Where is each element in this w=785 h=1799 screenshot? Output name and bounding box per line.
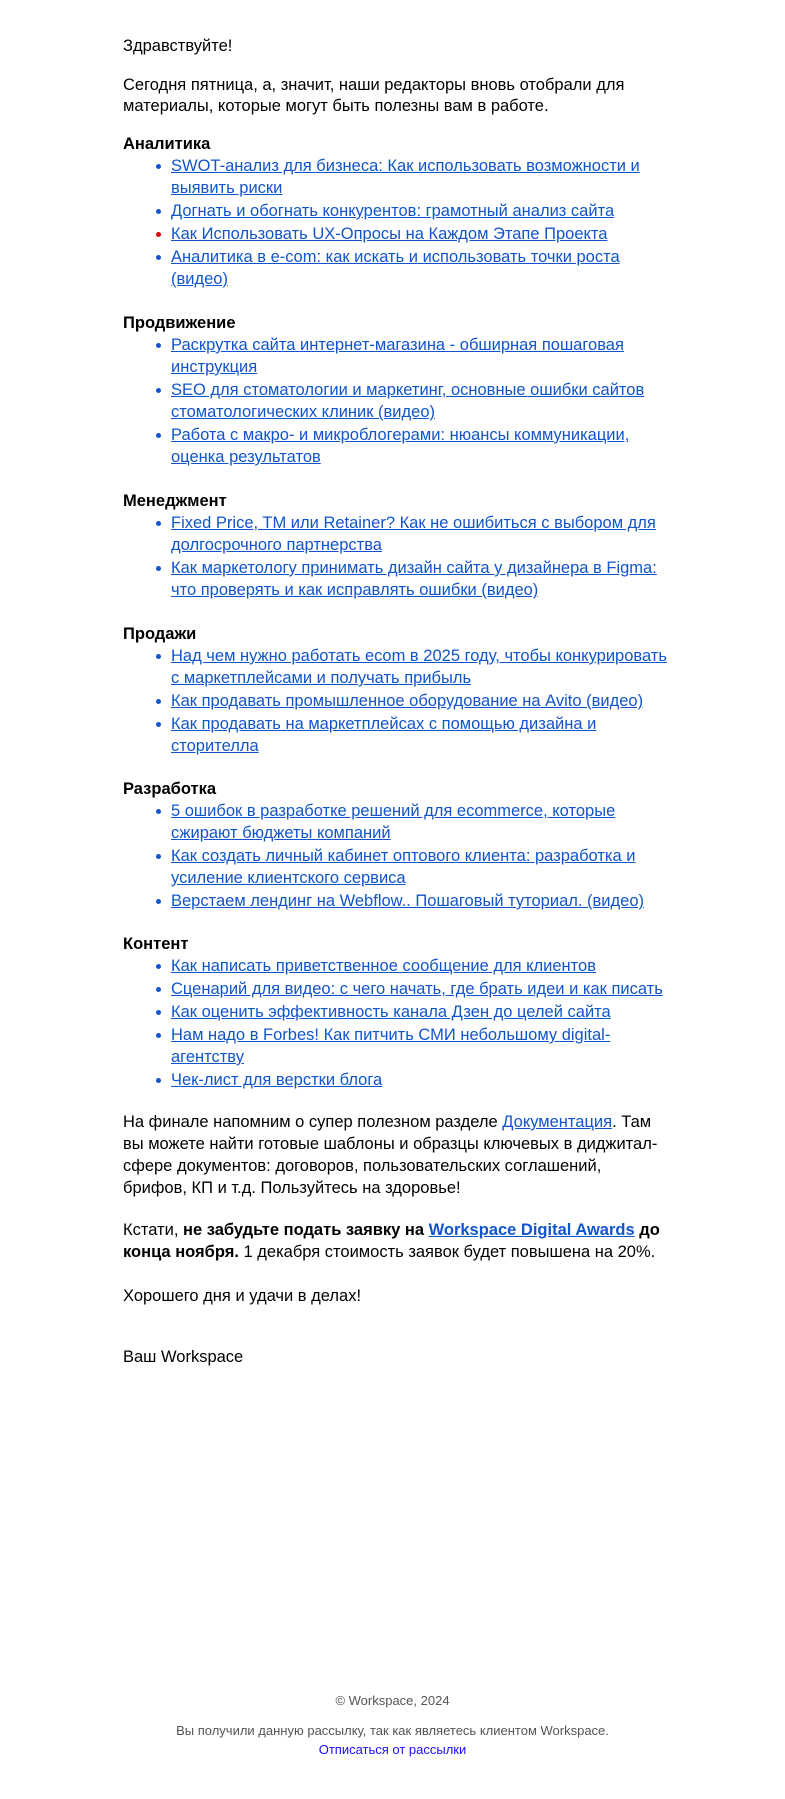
docs-paragraph: [123, 1111, 668, 1199]
awards-bold-text: не забудьте подать заявку на: [183, 1221, 429, 1239]
section-sales: [123, 623, 668, 758]
article-link[interactable]: Fixed Price, TM или Retainer? Как не ошибиться с выбором для долгосрочного партнерства: [171, 514, 656, 554]
section-management: [123, 490, 668, 602]
section-title: Менеджмент: [123, 492, 227, 510]
docs-text: . Там вы можете найти готовые шаблоны и образцы ключевых в диджитал-сфере документов: договоров, пользовательских соглашений, брифов, КП и т.д. Пользуйтесь на здоровье!: [123, 1113, 658, 1197]
section-analytics: [123, 133, 668, 291]
article-link[interactable]: Как продавать на маркетплейсах с помощью дизайна и сторителла: [171, 715, 597, 755]
article-link[interactable]: Как оценить эффективность канала Дзен до целей сайта: [171, 1003, 611, 1021]
article-link[interactable]: SWOT-анализ для бизнеса: Как использовать возможности и выявить риски: [171, 157, 640, 197]
article-link[interactable]: Как продавать промышленное оборудование на Avito (видео): [171, 692, 644, 710]
docs-text: На финале напомним о супер полезном разделе: [123, 1113, 503, 1131]
list-item: [171, 978, 668, 1000]
article-link[interactable]: Верстаем лендинг на Webflow.. Пошаговый туториал. (видео): [171, 892, 644, 910]
article-link[interactable]: Раскрутка сайта интернет-магазина - обширная пошаговая инструкция: [171, 336, 624, 376]
list-item: [171, 845, 668, 889]
section-title: Продажи: [123, 625, 197, 643]
footer-reason: Вы получили данную рассылку, так как являетесь клиентом Workspace.: [176, 1723, 609, 1738]
unsubscribe-link[interactable]: Отписаться от рассылки: [318, 1742, 467, 1757]
list-item: [171, 1024, 668, 1068]
list-item: [171, 690, 668, 712]
article-link[interactable]: Работа с макро- и микроблогерами: нюансы коммуникации, оценка результатов: [171, 426, 630, 466]
section-development: [123, 778, 668, 913]
intro-text: Сегодня пятница, а, значит, наши редакторы вновь отобрали для материалы, которые могут быть полезны вам в работе.: [123, 76, 625, 115]
article-link[interactable]: Как Использовать UX-Опросы на Каждом Этапе Проекта: [171, 225, 608, 243]
list-item: [171, 379, 668, 423]
copyright: © Workspace, 2024: [335, 1693, 450, 1708]
list-item: [171, 424, 668, 468]
section-title: Продвижение: [123, 314, 236, 332]
article-link[interactable]: Как создать личный кабинет оптового клиента: разработка и усиление клиентского сервиса: [171, 847, 636, 887]
list-item: [171, 645, 668, 689]
awards-text: 1 декабря стоимость заявок будет повышена на 20%.: [238, 1243, 656, 1261]
awards-paragraph: [123, 1219, 668, 1263]
wish-text: Хорошего дня и удачи в делах!: [123, 1287, 362, 1305]
section-title: Аналитика: [123, 135, 211, 153]
article-link[interactable]: SEO для стоматологии и маркетинг, основные ошибки сайтов стоматологических клиник (видео): [171, 381, 645, 421]
article-link[interactable]: Как написать приветственное сообщение для клиентов: [171, 957, 596, 975]
list-item: [171, 223, 668, 245]
list-item: [171, 200, 668, 222]
list-item: [171, 512, 668, 556]
list-item: [171, 246, 668, 290]
list-item: [171, 1001, 668, 1023]
awards-text: Кстати,: [123, 1221, 183, 1239]
section-content: [123, 933, 668, 1092]
signature: Ваш Workspace: [123, 1348, 244, 1366]
article-link[interactable]: Сценарий для видео: с чего начать, где брать идеи и как писать: [171, 980, 663, 998]
list-item: [171, 155, 668, 199]
greeting: Здравствуйте!: [123, 37, 233, 55]
list-item: [171, 334, 668, 378]
footer-unsubscribe-row: [0, 1742, 785, 1757]
docs-link[interactable]: Документация: [502, 1113, 613, 1131]
list-item: [171, 557, 668, 601]
article-link[interactable]: Аналитика в e-com: как искать и использовать точки роста (видео): [171, 248, 620, 288]
list-item: [171, 800, 668, 844]
awards-bold-text: до конца ноября.: [123, 1221, 660, 1261]
article-link[interactable]: Нам надо в Forbes! Как питчить СМИ небольшому digital-агентству: [171, 1026, 611, 1066]
list-item: [171, 713, 668, 757]
article-link[interactable]: 5 ошибок в разработке решений для ecommerce, которые сжирают бюджеты компаний: [171, 802, 616, 842]
article-link[interactable]: Как маркетологу принимать дизайн сайта у дизайнера в Figma: что проверять и как исправлять ошибки (видео): [171, 559, 657, 599]
section-title: Контент: [123, 935, 189, 953]
list-item: [171, 1069, 668, 1091]
list-item: [171, 955, 668, 977]
section-promotion: [123, 312, 668, 469]
section-title: Разработка: [123, 780, 216, 798]
article-link[interactable]: Догнать и обогнать конкурентов: грамотный анализ сайта: [171, 202, 615, 220]
list-item: [171, 890, 668, 912]
awards-link[interactable]: Workspace Digital Awards: [428, 1221, 635, 1239]
article-link[interactable]: Над чем нужно работать ecom в 2025 году, чтобы конкурировать с маркетплейсами и получать прибыль: [171, 647, 667, 687]
article-link[interactable]: Чек-лист для верстки блога: [171, 1071, 383, 1089]
